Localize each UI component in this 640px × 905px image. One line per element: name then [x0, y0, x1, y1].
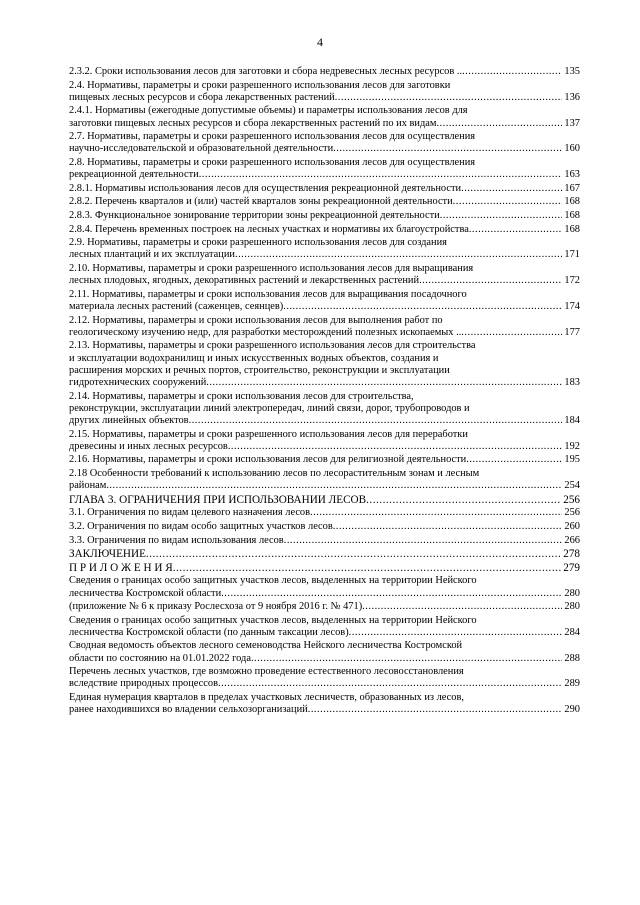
toc-leader-dots: [251, 653, 562, 665]
toc-page-number: 284: [564, 626, 580, 638]
toc-leader-dots: [218, 678, 562, 690]
toc-entry-text: вследствие природных процессов: [69, 678, 218, 690]
toc-line: [69, 340, 580, 352]
toc-page-number: 288: [564, 652, 580, 664]
toc-entry: [69, 454, 580, 466]
toc-line: [69, 377, 580, 389]
toc-line: [69, 666, 580, 678]
toc-page-number: 137: [564, 117, 580, 129]
toc-entry-text: Сведения о границах особо защитных участков лесов, выделенных на территории Нейского: [69, 614, 477, 626]
toc-page-number: 168: [564, 223, 580, 235]
toc-entry: [69, 666, 580, 690]
toc-leader-dots: [366, 494, 561, 506]
toc-entry-text: районам: [69, 480, 107, 492]
toc-entry-text: реконструкции, эксплуатации линий электропередач, линий связи, дорог, трубопроводов и: [69, 402, 470, 414]
toc-entry-text: расширения морских и речных портов, строительство, реконструкции и эксплуатации: [69, 364, 450, 376]
toc-line: [69, 429, 580, 441]
toc-leader-dots: [440, 210, 563, 222]
toc-line: [69, 105, 580, 117]
toc-line: [69, 315, 580, 327]
toc-entry: [69, 521, 580, 533]
toc-entry-text: области по состоянию на 01.01.2022 года: [69, 652, 251, 664]
toc-page-number: 256: [563, 493, 580, 506]
toc-entry-text: 2.10. Нормативы, параметры и сроки разрешенного использования лесов для выращивания: [69, 262, 474, 274]
toc-entry: [69, 237, 580, 261]
toc-line: [69, 353, 580, 365]
toc-line: [69, 494, 580, 506]
toc-entry-text: 2.16. Нормативы, параметры и сроки использования лесов для религиозной деятельности: [69, 454, 467, 466]
toc-leader-dots: [362, 601, 562, 613]
toc-entry: [69, 391, 580, 428]
toc-entry: [69, 507, 580, 519]
toc-line: [69, 521, 580, 533]
toc-entry-text: 2.9. Нормативы, параметры и сроки разрешенного использования лесов для создания: [69, 237, 447, 249]
toc-entry-text: 2.18 Особенности требований к использованию лесов по лесорастительным зонам и лесным: [69, 467, 480, 479]
toc-entry-text: заготовки пищевых лесных ресурсов и сбора лекарственных растений по их видам: [69, 117, 437, 129]
toc-line: [69, 249, 580, 261]
toc-leader-dots: [335, 92, 563, 104]
toc-entry: [69, 183, 580, 195]
toc-entry: [69, 263, 580, 287]
toc-page-number: 163: [564, 169, 580, 181]
toc-line: [69, 196, 580, 208]
toc-entry-text: (приложение № 6 к приказу Рослесхоза от 9 ноября 2016 г. № 471): [69, 601, 363, 613]
toc-line: [69, 454, 580, 466]
toc-entry: [69, 640, 580, 664]
toc-entry-text: П Р И Л О Ж Е Н И Я: [69, 561, 173, 574]
toc-line: [69, 704, 580, 716]
toc-entry-text: 3.1. Ограничения по видам целевого назначения лесов: [69, 507, 311, 519]
toc-entry: [69, 429, 580, 453]
toc-leader-dots: [349, 627, 563, 639]
toc-line: [69, 640, 580, 652]
toc-page-number: 174: [564, 300, 580, 312]
toc-entry-text: лесничества Костромской области (по данным таксации лесов): [69, 626, 349, 638]
toc-entry: [69, 224, 580, 236]
table-of-contents: [69, 66, 580, 718]
toc-page-number: 266: [564, 534, 580, 546]
toc-line: [69, 80, 580, 92]
toc-page-number: 136: [564, 91, 580, 103]
toc-page-number: 168: [564, 196, 580, 208]
toc-line: [69, 365, 580, 377]
toc-entry-text: ГЛАВА 3. ОГРАНИЧЕНИЯ ПРИ ИСПОЛЬЗОВАНИИ ЛЕСОВ: [69, 493, 367, 506]
toc-line: [69, 143, 580, 155]
toc-line: [69, 535, 580, 547]
toc-leader-dots: [466, 454, 562, 466]
toc-page-number: 184: [564, 414, 580, 426]
toc-entry: [69, 210, 580, 222]
toc-leader-dots: [199, 169, 563, 181]
toc-entry: [69, 289, 580, 313]
toc-leader-dots: [221, 588, 562, 600]
toc-entry-text: лесных плантаций и их эксплуатации: [69, 249, 235, 261]
toc-entry: [69, 468, 580, 492]
toc-leader-dots: [283, 301, 562, 313]
toc-leader-dots: [106, 480, 562, 492]
toc-entry-text: 2.7. Нормативы, параметры и сроки разрешенного использования лесов для осуществления: [69, 131, 476, 143]
toc-entry: [69, 548, 580, 560]
toc-line: [69, 289, 580, 301]
toc-leader-dots: [436, 118, 562, 130]
toc-page-number: 183: [564, 376, 580, 388]
toc-entry-text: 2.8.4. Перечень временных построек на лесных участках и нормативы их благоустройства: [69, 223, 469, 235]
toc-entry-text: геологическому изучению недр, для разработки месторождений полезных ископаемых ..: [69, 326, 462, 338]
toc-leader-dots: [333, 143, 562, 155]
toc-page-number: 167: [564, 182, 580, 194]
toc-leader-dots: [419, 275, 562, 287]
toc-line: [69, 391, 580, 403]
toc-line: [69, 131, 580, 143]
toc-leader-dots: [206, 377, 562, 389]
toc-line: [69, 66, 580, 78]
toc-entry-text: гидротехнических сооружений: [69, 376, 207, 388]
toc-entry-text: ЗАКЛЮЧЕНИЕ: [69, 548, 146, 561]
toc-entry-text: 2.15. Нормативы, параметры и сроки разрешенного использования лесов для переработки: [69, 428, 468, 440]
toc-page-number: 290: [564, 704, 580, 716]
toc-line: [69, 588, 580, 600]
toc-entry-text: материала лесных растений (саженцев, сеянцев): [69, 300, 284, 312]
toc-page-number: 168: [564, 209, 580, 221]
toc-line: [69, 301, 580, 313]
toc-line: [69, 678, 580, 690]
toc-line: [69, 169, 580, 181]
toc-entry-text: 3.3. Ограничения по видам использования лесов: [69, 534, 284, 546]
toc-entry-text: рекреационной деятельности: [69, 169, 199, 181]
toc-leader-dots: [146, 548, 561, 560]
toc-page-number: 172: [564, 275, 580, 287]
toc-entry: [69, 157, 580, 181]
toc-entry-text: 2.8.2. Перечень кварталов и (или) частей кварталов зоны рекреационной деятельности: [69, 196, 453, 208]
toc-line: [69, 157, 580, 169]
toc-leader-dots: [310, 507, 562, 519]
toc-page-number: 192: [564, 440, 580, 452]
toc-line: [69, 327, 580, 339]
page-number: 4: [317, 35, 323, 49]
toc-page-number: 289: [564, 678, 580, 690]
toc-page-number: 256: [564, 507, 580, 519]
toc-entry-text: пищевых лесных ресурсов и сбора лекарственных растений: [69, 91, 335, 103]
toc-entry-text: 2.11. Нормативы, параметры и сроки использования лесов для выращивания посадочного: [69, 288, 467, 300]
toc-entry-text: 2.8.3. Функциональное зонирование территории зоны рекреационной деятельности: [69, 209, 440, 221]
toc-entry-text: 2.3.2. Сроки использования лесов для заготовки и сбора недревесных лесных ресурсов ..: [69, 66, 463, 77]
toc-line: [69, 237, 580, 249]
toc-entry-text: и эксплуатации водохранилищ и иных искусственных водных объектов, создания и: [69, 352, 439, 364]
toc-line: [69, 653, 580, 665]
toc-leader-dots: [461, 183, 562, 195]
toc-line: [69, 575, 580, 587]
toc-entry-text: 2.8.1. Нормативы использования лесов для осуществления рекреационной деятельности: [69, 182, 462, 194]
toc-line: [69, 210, 580, 222]
toc-line: [69, 692, 580, 704]
toc-line: [69, 263, 580, 275]
toc-page-number: 280: [564, 601, 580, 613]
toc-entry: [69, 601, 580, 613]
toc-entry: [69, 562, 580, 574]
toc-entry-text: 2.4.1. Нормативы (ежегодные допустимые объемы) и параметры использования лесов для: [69, 105, 468, 117]
toc-entry-text: 2.8. Нормативы, параметры и сроки разрешенного использования лесов для осуществления: [69, 156, 476, 168]
toc-entry-text: Сводная ведомость объектов лесного семеноводства Нейского лесничества Костромской: [69, 640, 463, 652]
toc-line: [69, 627, 580, 639]
toc-entry: [69, 196, 580, 208]
toc-leader-dots: [462, 66, 562, 78]
toc-page-number: 160: [564, 143, 580, 155]
toc-line: [69, 183, 580, 195]
toc-line: [69, 415, 580, 427]
toc-leader-dots: [461, 327, 562, 339]
toc-entry: [69, 131, 580, 155]
toc-page-number: 260: [564, 520, 580, 532]
toc-page-number: 279: [563, 561, 580, 574]
toc-line: [69, 548, 580, 560]
toc-entry: [69, 692, 580, 716]
toc-line: [69, 92, 580, 104]
toc-entry-text: 2.12. Нормативы, параметры и сроки использования лесов для выполнения работ по: [69, 314, 443, 326]
toc-line: [69, 224, 580, 236]
toc-line: [69, 403, 580, 415]
toc-entry-text: Единая нумерация кварталов в пределах участковых лесничеств, образованных из лесов,: [69, 692, 464, 704]
toc-entry-text: лесничества Костромской области: [69, 587, 222, 599]
toc-entry-text: 2.4. Нормативы, параметры и сроки разрешенного использования лесов для заготовки: [69, 79, 451, 91]
toc-entry: [69, 494, 580, 506]
toc-entry-text: 3.2. Ограничения по видам особо защитных участков лесов: [69, 520, 333, 532]
toc-leader-dots: [228, 441, 563, 453]
toc-entry: [69, 105, 580, 129]
toc-entry-text: ранее находившихся во владении сельхозорганизаций: [69, 704, 308, 716]
toc-entry-text: Перечень лесных участков, где возможно проведение естественного лесовосстановления: [69, 666, 464, 678]
toc-line: [69, 562, 580, 574]
toc-leader-dots: [333, 521, 563, 533]
toc-leader-dots: [453, 196, 563, 208]
toc-leader-dots: [469, 224, 563, 236]
toc-line: [69, 468, 580, 480]
toc-leader-dots: [189, 415, 563, 427]
toc-entry: [69, 315, 580, 339]
toc-page-number: 254: [564, 480, 580, 492]
toc-entry: [69, 575, 580, 599]
toc-entry-text: древесины и иных лесных ресурсов: [69, 440, 228, 452]
toc-leader-dots: [173, 562, 562, 574]
toc-entry: [69, 535, 580, 547]
toc-entry-text: 2.14. Нормативы, параметры и сроки использования лесов для строительства,: [69, 390, 414, 402]
toc-page-number: 177: [564, 326, 580, 338]
toc-line: [69, 118, 580, 130]
toc-line: [69, 507, 580, 519]
toc-line: [69, 480, 580, 492]
toc-entry-text: Сведения о границах особо защитных участков лесов, выделенных на территории Нейского: [69, 575, 477, 587]
toc-entry-text: других линейных объектов: [69, 414, 189, 426]
toc-entry-text: научно-исследовательской и образовательной деятельности: [69, 143, 334, 155]
toc-leader-dots: [308, 704, 563, 716]
toc-leader-dots: [235, 249, 562, 261]
toc-line: [69, 601, 580, 613]
toc-entry: [69, 80, 580, 104]
toc-page-number: 171: [564, 249, 580, 261]
toc-leader-dots: [284, 535, 563, 547]
toc-entry-text: 2.13. Нормативы, параметры и сроки разрешенного использования лесов для строительства: [69, 340, 476, 352]
toc-page-number: 280: [564, 587, 580, 599]
toc-line: [69, 615, 580, 627]
toc-entry: [69, 615, 580, 639]
toc-line: [69, 441, 580, 453]
toc-page-number: 135: [564, 66, 580, 77]
toc-page-number: 278: [563, 548, 580, 561]
toc-entry-text: лесных плодовых, ягодных, декоративных растений и лекарственных растений: [69, 275, 420, 287]
toc-entry: [69, 340, 580, 389]
toc-line: [69, 275, 580, 287]
toc-entry: [69, 66, 580, 78]
toc-page-number: 195: [564, 454, 580, 466]
